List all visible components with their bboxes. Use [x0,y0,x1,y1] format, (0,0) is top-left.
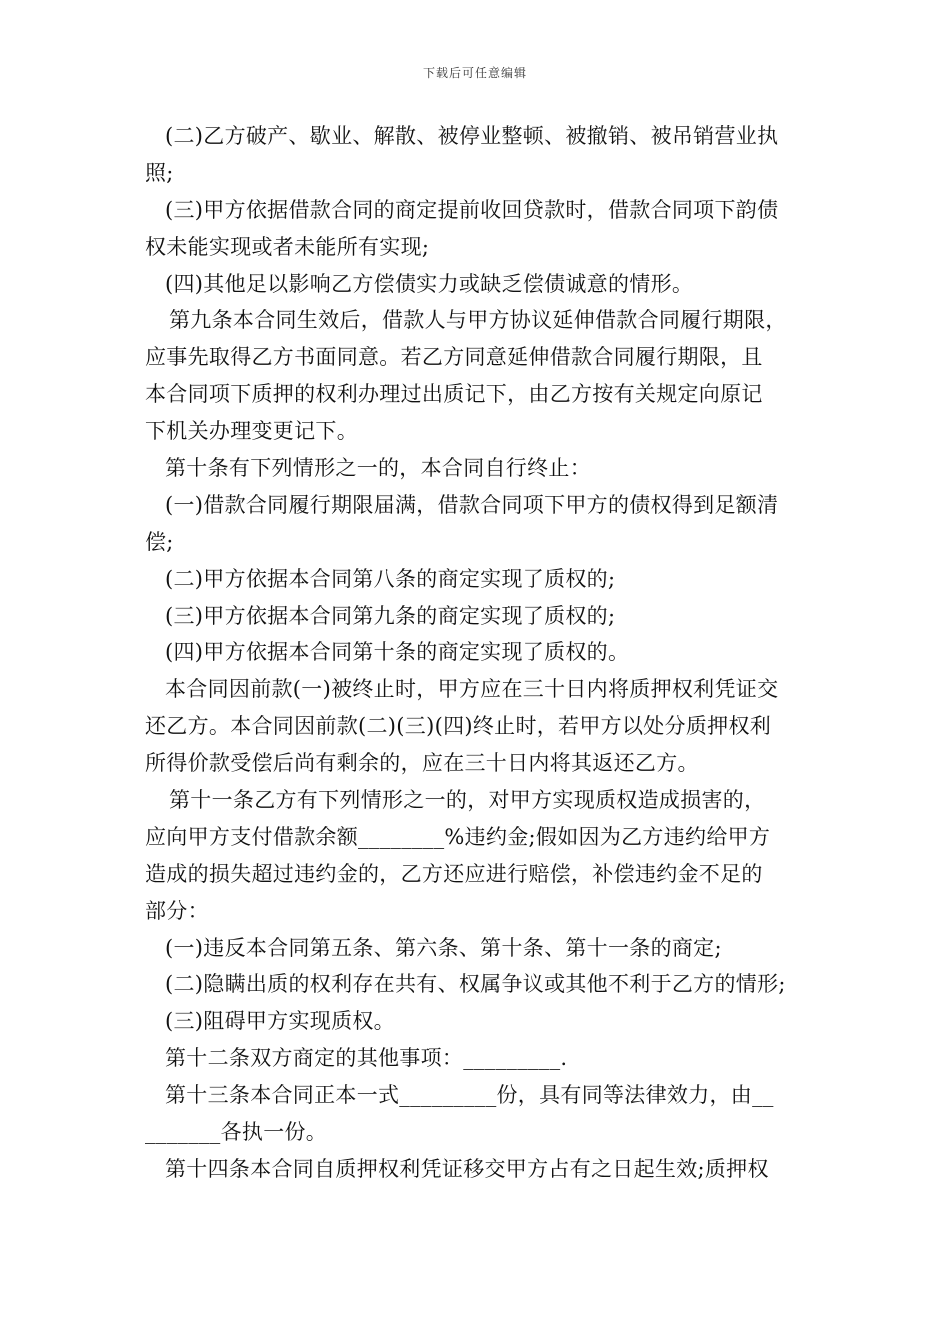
text-line: 第十三条本合同正本一式_________份，具有同等法律效力，由__ [165,1083,774,1108]
text-line: 第十条有下列情形之一的，本合同自行终止： [165,456,591,481]
text-line: 第十一条乙方有下列情形之一的，对甲方实现质权造成损害的， [169,788,766,813]
page-header: 下载后可任意编辑 [422,66,527,80]
text-line: 所得价款受偿后尚有剩余的，应在三十日内将其返还乙方。 [145,751,699,776]
text-line: 第九条本合同生效后，借款人与甲方协议延伸借款合同履行期限， [169,308,787,333]
text-line: (四)其他足以影响乙方偿债实力或缺乏偿债诚意的情形。 [165,271,694,296]
text-line: 本合同项下质押的权利办理过出质记下，由乙方按有关规定向原记 [145,382,763,407]
text-line: (二)隐瞒出质的权利存在共有、权属争议或其他不利于乙方的情形; [165,972,786,997]
text-line: (三)甲方依据借款合同的商定提前收回贷款时，借款合同项下韵债 [165,197,779,222]
text-line: 下机关办理变更记下。 [145,419,358,444]
text-line: (四)甲方依据本合同第十条的商定实现了质权的。 [165,640,630,665]
text-line: (三)甲方依据本合同第九条的商定实现了质权的; [165,603,616,628]
text-line: 应向甲方支付借款余额________%违约金;假如因为乙方违约给甲方 [145,824,771,849]
document-body [145,118,815,1188]
text-line: 偿; [145,529,174,554]
text-line: 权未能实现或者未能所有实现; [145,234,430,259]
text-line: 本合同因前款(一)被终止时，甲方应在三十日内将质押权利凭证交 [165,677,779,702]
text-line: 第十四条本合同自质押权利凭证移交甲方占有之日起生效;质押权 [165,1156,769,1181]
text-line: (二)乙方破产、歇业、解散、被停业整顿、被撤销、被吊销营业执 [165,124,779,148]
text-line: (一)借款合同履行期限届满，借款合同项下甲方的债权得到足额清 [165,492,779,517]
text-line: 造成的损失超过违约金的，乙方还应进行赔偿，补偿违约金不足的 [145,861,763,886]
text-line: _______各执一份。 [145,1120,328,1145]
text-line: (二)甲方依据本合同第八条的商定实现了质权的; [165,566,616,591]
text-line: 第十二条双方商定的其他事项：_________. [165,1046,568,1071]
text-line: 部分： [145,898,209,923]
text-line: 照; [145,160,174,185]
text-line: 应事先取得乙方书面同意。若乙方同意延伸借款合同履行期限，且 [145,345,763,370]
text-line: (三)阻碍甲方实现质权。 [165,1009,395,1034]
text-line: 还乙方。本合同因前款(二)(三)(四)终止时，若甲方以处分质押权利 [145,714,772,739]
text-line: (一)违反本合同第五条、第六条、第十条、第十一条的商定; [165,935,722,960]
